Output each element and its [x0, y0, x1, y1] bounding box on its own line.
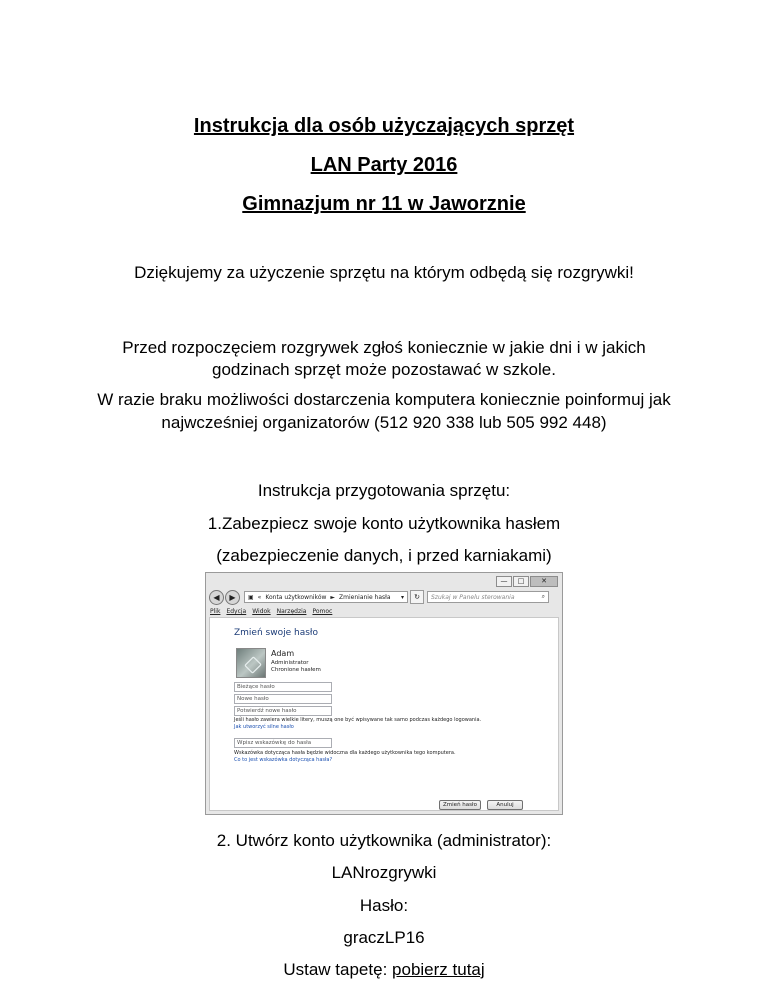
wallpaper-line	[0, 958, 768, 981]
breadcrumb-separator: ►	[330, 593, 336, 601]
caps-note: Jeśli hasło zawiera wielkie litery, muszą one być wpisywane tak samo podczas każdego logowania.	[234, 717, 482, 723]
forward-arrow-icon: ▶	[225, 590, 240, 605]
dialog-heading: Zmień swoje hasło	[234, 628, 318, 638]
menu-bar	[210, 608, 332, 615]
wallpaper-text: Ustaw tapetę:	[283, 960, 388, 979]
hint-help-link: Co to jest wskazówka dotycząca hasła?	[234, 757, 333, 763]
hint-note: Wskazówka dotycząca hasła będzie widoczna dla każdego użytkownika tego komputera.	[234, 750, 456, 756]
breadcrumb-prefix: «	[257, 593, 262, 601]
close-icon: ✕	[530, 576, 558, 587]
cancel-button: Anuluj	[487, 800, 523, 810]
user-name: Adam	[271, 649, 295, 658]
menu-tools: Narzędzia	[276, 608, 307, 615]
change-password-button: Zmień hasło	[439, 800, 481, 810]
confirm-password-field: Potwierdź nowe hasło	[234, 706, 332, 716]
refresh-icon: ↻	[410, 590, 424, 604]
password-value: graczLP16	[343, 928, 425, 947]
dialog-content	[209, 617, 559, 811]
account-name: LANrozgrywki	[331, 863, 437, 882]
menu-help: Pomoc	[312, 608, 333, 615]
step-1: 1.Zabezpiecz swoje konto użytkownika hasłem	[207, 514, 561, 533]
para1-line-2: godzinach sprzęt może pozostawać w szkole.	[212, 360, 556, 379]
user-protection: Chronione hasłem	[271, 667, 321, 673]
breadcrumb	[244, 591, 408, 603]
download-wallpaper-link[interactable]: pobierz tutaj	[392, 960, 485, 979]
current-password-field: Bieżące hasło	[234, 682, 332, 692]
maximize-icon: □	[513, 576, 529, 587]
password-label: Hasło:	[359, 896, 409, 915]
breadcrumb-change-password: Zmienianie hasła	[339, 593, 391, 601]
breadcrumb-accounts: Konta użytkowników	[265, 593, 327, 601]
control-panel-icon: ▣	[248, 593, 254, 601]
minimize-icon: —	[496, 576, 512, 587]
password-dialog-screenshot	[205, 572, 563, 815]
step-1-note: (zabezpieczenie danych, i przed karniakami)	[216, 546, 552, 565]
para2-line-2: najwcześniej organizatorów (512 920 338 lub 505 992 448)	[161, 413, 607, 432]
avatar	[236, 648, 266, 678]
menu-edit: Edycja	[226, 608, 247, 615]
menu-view: Widok	[252, 608, 271, 615]
window-controls	[496, 576, 558, 587]
para1-line-1: Przed rozpoczęciem rozgrywek zgłoś koniecznie w jakie dni i w jakich	[122, 338, 646, 357]
search-icon: ⌕	[541, 593, 545, 600]
search-input	[427, 591, 549, 603]
title-line-1: Instrukcja dla osób użyczających sprzęt	[193, 115, 575, 137]
chevron-down-icon: ▾	[400, 593, 404, 601]
user-role: Administrator	[271, 660, 309, 666]
title-line-2: LAN Party 2016	[310, 154, 458, 176]
strong-password-link: Jak utworzyć silne hasło	[234, 724, 294, 730]
menu-file: Plik	[210, 608, 221, 615]
instructions-heading: Instrukcja przygotowania sprzętu:	[257, 481, 511, 500]
back-arrow-icon: ◀	[209, 590, 224, 605]
search-placeholder: Szukaj w Panelu sterowania	[431, 593, 515, 601]
para2-line-1: W razie braku możliwości dostarczenia komputera koniecznie poinformuj jak	[97, 390, 671, 409]
address-bar	[209, 589, 559, 605]
thanks-text: Dziękujemy za użyczenie sprzętu na którym odbędą się rozgrywki!	[134, 263, 634, 282]
title-line-3: Gimnazjum nr 11 w Jaworznie	[242, 193, 526, 215]
new-password-field: Nowe hasło	[234, 694, 332, 704]
hint-field: Wpisz wskazówkę do hasła	[234, 738, 332, 748]
step-2: 2. Utwórz konto użytkownika (administrator):	[216, 831, 552, 850]
